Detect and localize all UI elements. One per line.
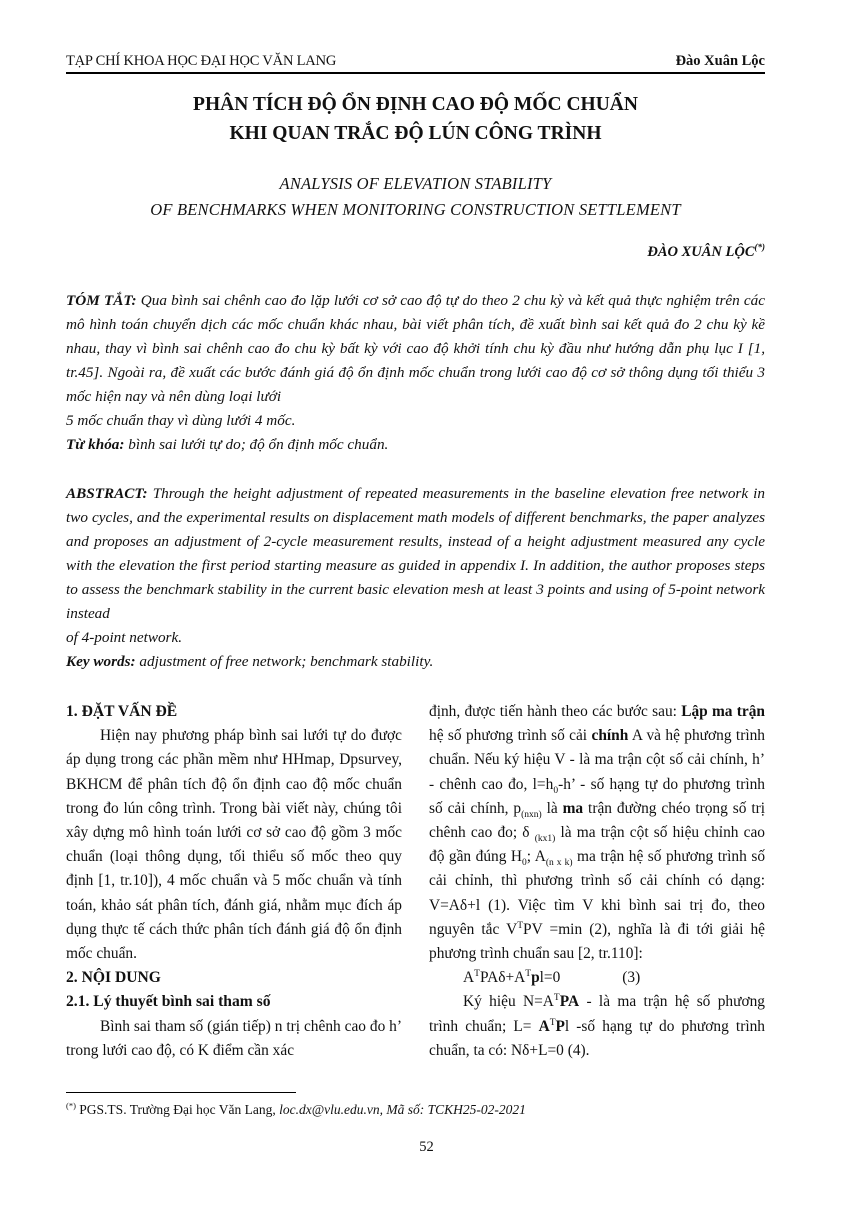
text-run: Ký hiệu N=A xyxy=(463,993,554,1011)
abstract-en-text: Through the height adjustment of repeated measurements in the baseline elevation free network in two cycles, and the experimental results on displacement math models of different benchmarks, the paper analyzes and proposes an adjustment of 2-cycle measurement results, instead of a height adjustment measured any cycle with the elevation the first period starting measure as guided in appendix I. In addition, the author proposes steps to assess the benchmark stability in the current basic elevation mesh at least 3 points and using of 5-point network instead xyxy=(66,485,765,622)
footnote xyxy=(66,1102,526,1118)
keywords-en-text: adjustment of free network; benchmark stability. xyxy=(135,653,434,670)
text-run-bold: ma xyxy=(562,799,584,817)
text-run: ma trận hệ số phương trình số cải chỉnh, thì phương trình số cải chính có dạng: V=Aδ+l (1). Việc tìm V khi bình sai trị đo, theo nguyên tắc V xyxy=(429,848,766,938)
keywords-english xyxy=(66,650,765,674)
abstract-english xyxy=(66,482,765,650)
title-vi-line-2: KHI QUAN TRẮC ĐỘ LÚN CÔNG TRÌNH xyxy=(229,123,602,144)
footnote-code: , Mã số: TCKH25-02-2021 xyxy=(379,1102,526,1117)
text-run: - là ma trận hệ số phương trình chuẩn; L= xyxy=(429,993,765,1035)
abstract-vi-label: TÓM TẮT: xyxy=(66,292,137,309)
subscript: (nxn) xyxy=(521,809,542,820)
abstract-vi-last-line: 5 mốc chuẩn thay vì dùng lưới 4 mốc. xyxy=(66,412,296,429)
adjustment-steps-paragraph xyxy=(429,700,765,966)
author-byline xyxy=(647,244,765,261)
equation-3 xyxy=(429,966,765,990)
superscript: T xyxy=(553,993,560,1004)
section-2-heading: 2. NỘI DUNG xyxy=(66,969,161,987)
running-header xyxy=(66,52,765,74)
page-number: 52 xyxy=(419,1139,434,1155)
subscript: (n x k) xyxy=(545,858,573,869)
text-run: định, được tiến hành theo các bước sau: xyxy=(429,703,682,720)
journal-name: TẠP CHÍ KHOA HỌC ĐẠI HỌC VĂN LANG xyxy=(66,53,337,69)
footnote-affiliation: PGS.TS. Trường Đại học Văn Lang, xyxy=(75,1102,280,1117)
text-run-bold: A xyxy=(538,1017,550,1035)
keywords-vi-label: Từ khóa: xyxy=(66,436,125,453)
abstract-vietnamese xyxy=(66,289,765,433)
subscript: (kx1) xyxy=(534,834,556,845)
text-run: là xyxy=(541,799,563,817)
superscript: T xyxy=(474,969,480,980)
footnote-mark: (*) xyxy=(754,242,765,253)
title-vietnamese xyxy=(66,90,765,148)
text-run: hệ số phương trình số cải xyxy=(429,727,592,745)
keywords-en-label: Key words: xyxy=(66,653,136,670)
formula-part: PAδ+A xyxy=(479,969,526,987)
text-run: -h’ - số hạng tự do phương trình số cải chính, p xyxy=(429,775,765,817)
title-english xyxy=(66,171,765,223)
text-run: trận đường chéo trọng số trị chênh cao đo; δ xyxy=(429,799,765,842)
section-1-paragraph: Hiện nay phương pháp bình sai lưới tự do được áp dụng trong các phần mềm như HHmap, Dpsurvey, BKHCM để phân tích độ ổn định cao độ mốc chuẩn trong đo lún công trình. Trong bài viết này, chúng tôi xây dựng mô hình toán lưới cơ sở cao độ gồm 3 mốc chuẩn (loại thông dụng, tối thiểu số mốc theo quy định [1, tr.10]), 4 mốc chuẩn và 5 mốc chuẩn và tính toán, khảo sát phân tích, đánh giá, nhằm mục đích áp dụng thực tế cách thức phân tích đánh giá độ ổn định mốc chuẩn. xyxy=(66,727,402,963)
section-1-heading: 1. ĐẶT VẤN ĐỀ xyxy=(66,703,178,720)
header-author: Đào Xuân Lộc xyxy=(675,53,765,69)
body-column-right xyxy=(429,700,765,1063)
text-run: ; A xyxy=(526,848,546,866)
abstract-en-last-line: of 4-point network. xyxy=(66,629,183,646)
text-run-bold: Lập ma trận xyxy=(681,703,765,720)
subscript: 0 xyxy=(553,785,559,796)
footnote-mark: (*) xyxy=(66,1100,76,1111)
text-run-bold: chính xyxy=(591,727,629,745)
text-run-bold: P xyxy=(555,1017,565,1035)
section-2-1-paragraph: Bình sai tham số (gián tiếp) n trị chênh cao đo h’ trong lưới cao độ, có K điểm cần xác xyxy=(66,1017,402,1059)
text-run: là ma trận cột số hiệu chỉnh cao độ gần đúng H xyxy=(429,824,765,866)
abstract-en-label: ABSTRACT: xyxy=(66,485,148,502)
superscript: T xyxy=(517,920,524,931)
title-en-line-1: ANALYSIS OF ELEVATION STABILITY xyxy=(279,174,552,193)
keywords-vietnamese xyxy=(66,433,765,457)
formula-part-bold: p xyxy=(531,969,540,987)
text-run-bold: PA xyxy=(559,993,580,1011)
keywords-vi-text: bình sai lưới tự do; độ ổn định mốc chuẩn. xyxy=(124,436,389,453)
abstract-vi-text: Qua bình sai chênh cao đo lặp lưới cơ sở cao độ tự do theo 2 chu kỳ và kết quả thực nghiệm trên các mô hình toán chuyển dịch các mốc chuẩn khác nhau, bài viết phân tích, đề xuất bình sai kết quả đo 2 chu kỳ kề nhau, thay vì bình sai chênh cao đo chu kỳ bất kỳ với cao độ khởi tính chu kỳ đầu như hướng dẫn phụ lục I [1, tr.45]. Ngoài ra, đề xuất các bước đánh giá độ ổn định mốc chuẩn trong lưới cao độ cơ sở thông dụng tối thiểu 3 mốc hiện nay và nên dùng loại lưới xyxy=(66,292,765,405)
formula-part: A xyxy=(463,969,475,987)
equation-number: (3) xyxy=(622,969,641,987)
text-run: A và hệ phương trình chuẩn. Nếu ký hiệu V - là ma trận cột số cải chính, h’ - chênh cao đo, l=h xyxy=(429,727,766,793)
text-run: PV =min (2), nghĩa là đi tới giải hệ phương trình chuẩn sau [2, tr.110]: xyxy=(429,920,765,963)
body-column-left xyxy=(66,700,402,1063)
title-en-line-2: OF BENCHMARKS WHEN MONITORING CONSTRUCTION SETTLEMENT xyxy=(150,200,681,219)
author-name: ĐÀO XUÂN LỘC xyxy=(647,244,755,260)
section-2-1-heading: 2.1. Lý thuyết bình sai tham số xyxy=(66,993,271,1011)
formula-part: l=0 xyxy=(539,969,561,987)
text-run: l -số hạng tự do phương trình chuẩn, ta có: Nδ+L=0 (4). xyxy=(429,1017,765,1059)
title-vi-line-1: PHÂN TÍCH ĐỘ ỔN ĐỊNH CAO ĐỘ MỐC CHUẨN xyxy=(193,94,638,115)
superscript: T xyxy=(525,969,532,980)
footnote-email-link[interactable]: loc.dx@vlu.edu.vn xyxy=(279,1102,380,1117)
superscript: T xyxy=(549,1017,556,1028)
footnote-divider xyxy=(66,1092,296,1093)
normal-equation-paragraph xyxy=(429,990,765,1063)
subscript: 0 xyxy=(522,858,527,869)
